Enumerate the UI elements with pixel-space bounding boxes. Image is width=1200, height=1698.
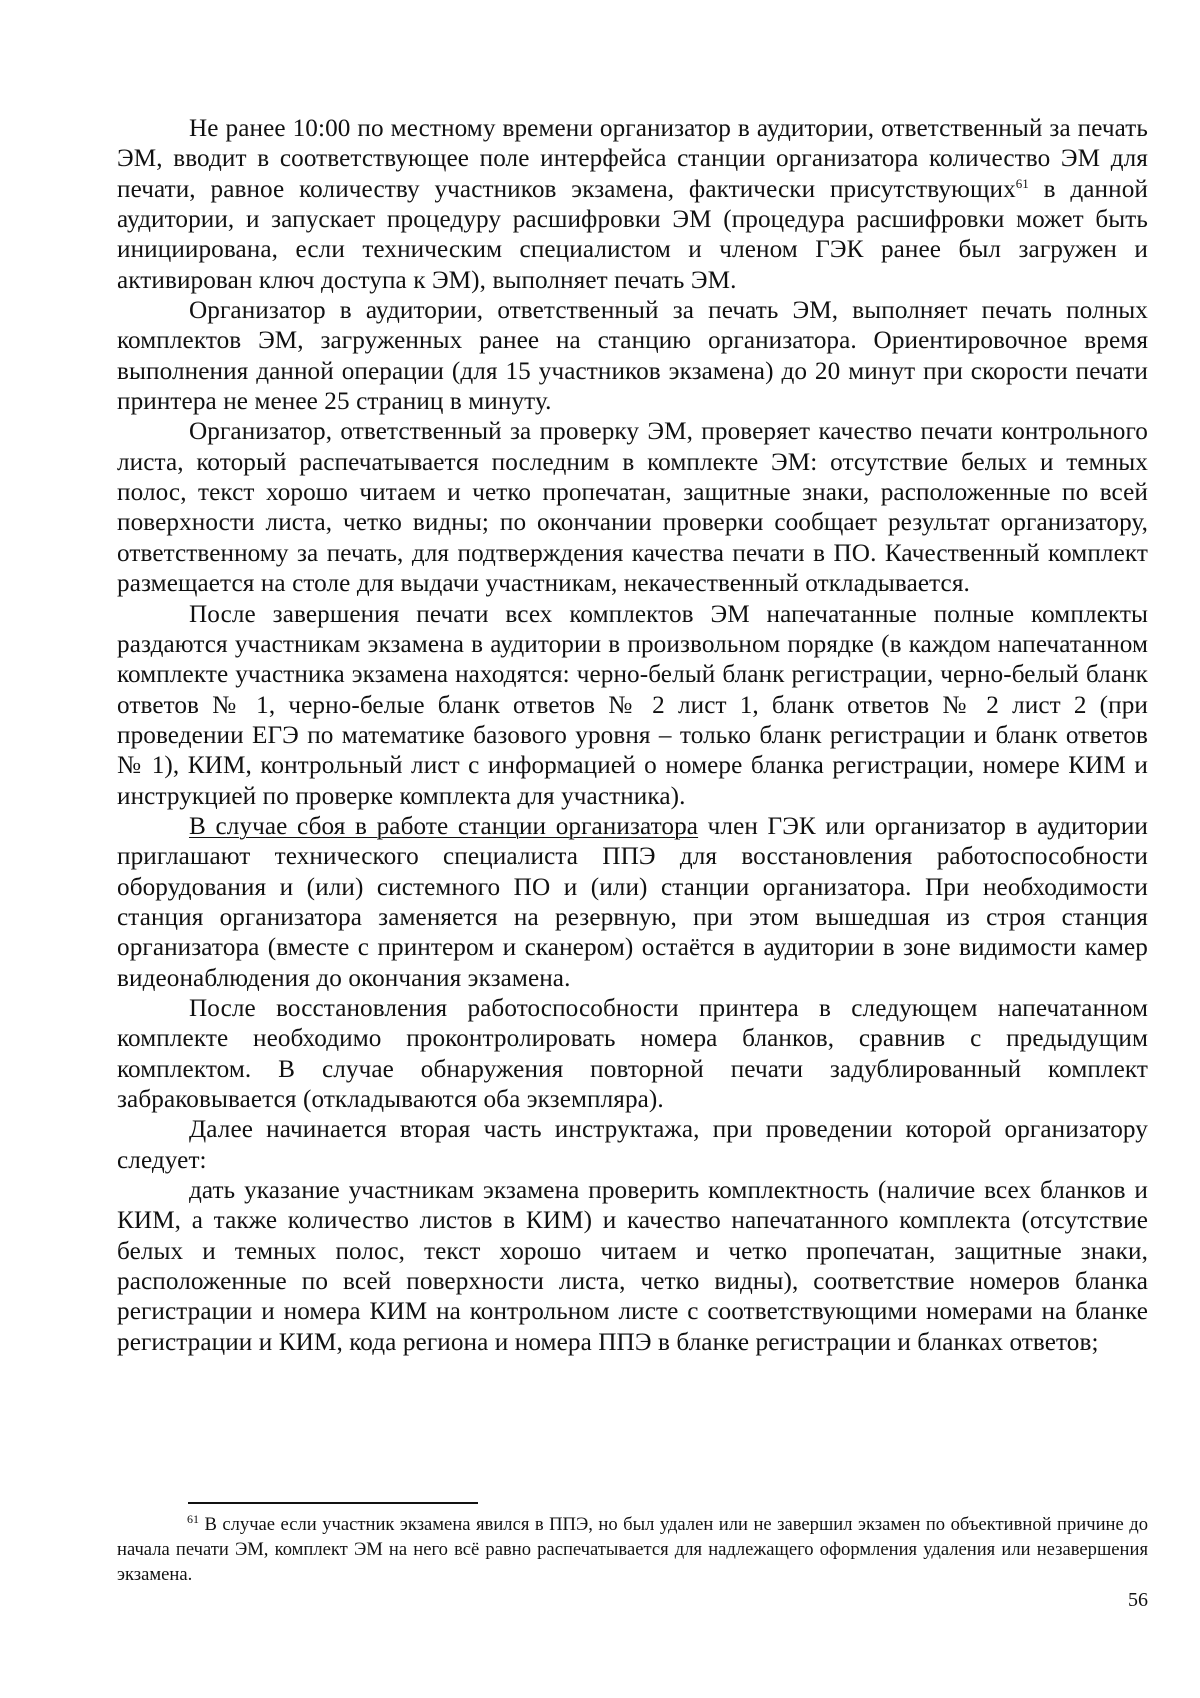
paragraph-8: дать указание участникам экзамена проверить комплектность (наличие всех бланков и КИМ, а также количество листов в КИМ) и качество напечатанного комплекта (отсутствие белых и темных полос, текст хорошо читаем и четко пропечатан, защитные знаки, расположенные по всей поверхности листа, четко видны), соответствие номеров бланка регистрации и номера КИМ на контрольном листе с соответствующими номерами на бланке регистрации и КИМ, кода региона и номера ППЭ в бланке регистрации и бланках ответов; [117,1177,1148,1356]
paragraph-3: Организатор, ответственный за проверку ЭМ, проверяет качество печати контрольного листа, который распечатывается последним в комплекте ЭМ: отсутствие белых и темных полос, текст хорошо читаем и четко пропечатан, защитные знаки, расположенные по всей поверхности листа, четко видны; по окончании проверки сообщает результат организатору, ответственному за печать, для подтверждения качества печати в ПО. Качественный комплект размещается на столе для выдачи участникам, некачественный откладывается. [117,418,1148,598]
footnote-number: 61 [187,1512,199,1526]
footnote-separator [188,1502,478,1504]
footnote-text: В случае если участник экзамена явился в ППЭ, но был удален или не завершил экзамен по объективной причине до начала печати ЭМ, комплект ЭМ на него всё равно распечатывается для надлежащего оформления удаления или незавершения экзамена. [117,1514,1148,1585]
paragraph-1-text-a: Не ранее 10:00 по местному времени организатор в аудитории, ответственный за печать ЭМ, вводит в соответствующее поле интерфейса станции организатора количество ЭМ для печати, равное количеству участников экзамена, фактически присутствующих [117,115,1148,203]
footnote [117,1512,1148,1587]
paragraph-2: Организатор в аудитории, ответственный за печать ЭМ, выполняет печать полных комплектов ЭМ, загруженных ранее на станцию организатора. Ориентировочное время выполнения данной операции (для 15 участников экзамена) до 20 минут при скорости печати принтера не менее 25 страниц в минуту. [117,297,1148,416]
paragraph-4: После завершения печати всех комплектов ЭМ напечатанные полные комплекты раздаются участникам экзамена в аудитории в произвольном порядке (в каждом напечатанном комплекте участника экзамена находятся: черно-белый бланк регистрации, черно-белый бланк ответов № 1, черно-белые бланк ответов № 2 лист 1, бланк ответов № 2 лист 2 (при проведении ЕГЭ по математике базового уровня – только бланк регистрации и бланк ответов № 1), КИМ, контрольный лист с информацией о номере бланка регистрации, номере КИМ и инструкцией по проверке комплекта для участника). [117,600,1148,810]
paragraph-5 [117,812,1148,994]
footnote-reference: 61 [1015,175,1029,191]
underlined-phrase: В случае сбоя в работе станции организатора [189,812,699,840]
main-text [117,114,1148,1358]
paragraph-1 [117,114,1148,296]
paragraph-1-text-b: в данной аудитории, и запускает процедуру расшифровки ЭМ (процедура расшифровки может быть инициирована, если техническим специалистом и членом ГЭК ранее был загружен и активирован ключ доступа к ЭМ), выполняет печать ЭМ. [117,175,1148,294]
paragraph-6: После восстановления работоспособности принтера в следующем напечатанном комплекте необходимо проконтролировать номера бланков, сравнив с предыдущим комплектом. В случае обнаружения повторной печати задублированный комплект забраковывается (откладываются оба экземпляра). [117,994,1148,1113]
paragraph-5-text: член ГЭК или организатор в аудитории приглашают технического специалиста ППЭ для восстановления работоспособности оборудования и (или) системного ПО и (или) станции организатора. При необходимости станция организатора заменяется на резервную, при этом вышедшая из строя станция организатора (вместе с принтером и сканером) остаётся в аудитории в зоне видимости камер видеонаблюдения до окончания экзамена. [117,812,1148,992]
page-number: 56 [1128,1589,1148,1611]
paragraph-7: Далее начинается вторая часть инструктажа, при проведении которой организатору следует: [117,1116,1148,1174]
